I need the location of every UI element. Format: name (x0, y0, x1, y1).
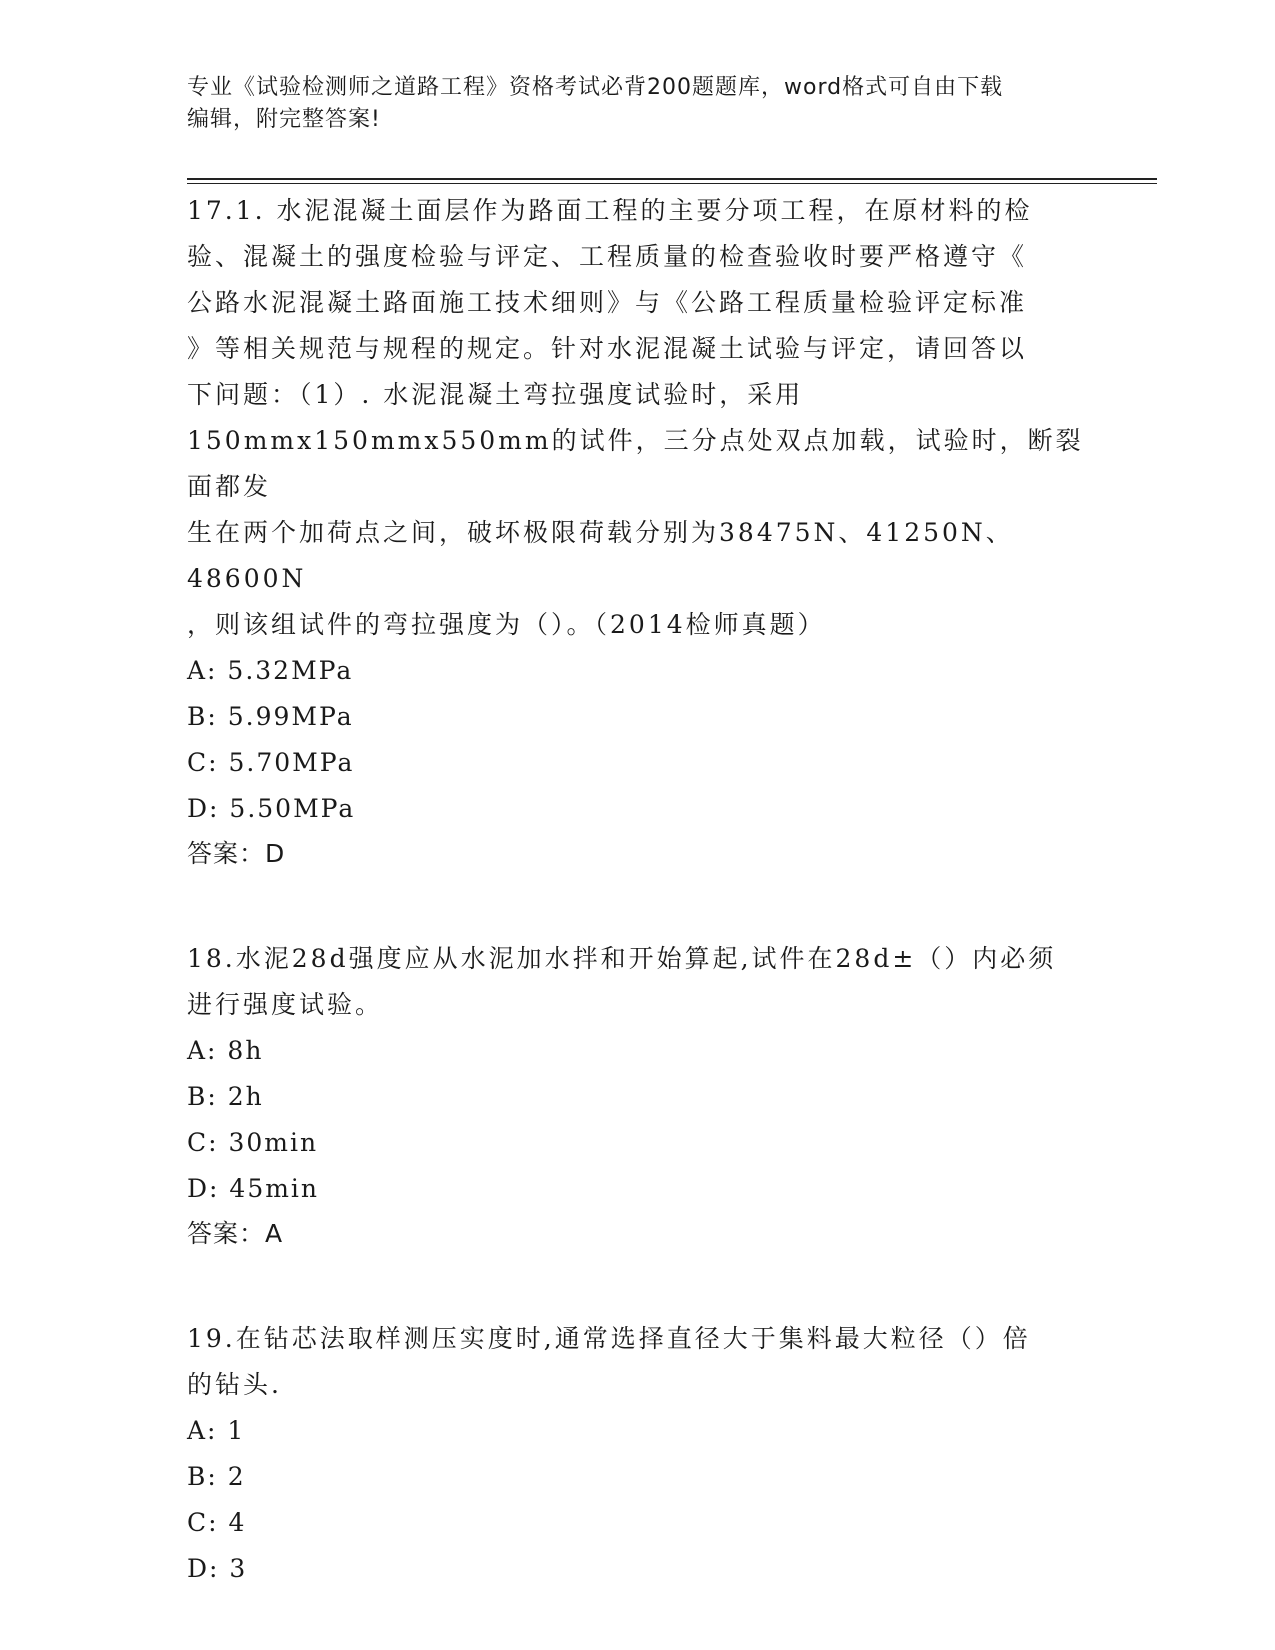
page-header (187, 72, 1087, 136)
option-b: B: 2h (187, 1082, 264, 1111)
header-line-1: 专业《试验检测师之道路工程》资格考试必背200题题库，word格式可自由下载 (187, 75, 1004, 100)
option-b: B: 2 (187, 1462, 246, 1491)
option-d: D: 45min (187, 1174, 320, 1203)
question-stem (187, 188, 1087, 648)
stem-line: 19.在钻芯法取样测压实度时,通常选择直径大于集料最大粒径（）倍 (187, 1324, 1031, 1353)
stem-line: 下问题：（1）. 水泥混凝土弯拉强度试验时，采用 (187, 380, 804, 409)
option-c: C: 4 (187, 1508, 247, 1537)
question-stem (187, 1316, 1087, 1408)
option-a: A: 8h (187, 1036, 264, 1065)
option-b: B: 5.99MPa (187, 702, 354, 731)
option-c: C: 5.70MPa (187, 748, 355, 777)
answer-line: 答案：D (187, 839, 286, 868)
stem-line: 生在两个加荷点之间，破坏极限荷载分别为38475N、41250N、48600N (187, 518, 1014, 593)
header-divider (187, 178, 1157, 184)
question-19 (187, 1316, 1087, 1592)
option-d: D: 5.50MPa (187, 794, 356, 823)
stem-line: 150mmx150mmx550mm的试件，三分点处双点加载，试验时，断裂面都发 (187, 426, 1084, 501)
stem-line: ，则该组试件的弯拉强度为（）。（2014检师真题） (187, 610, 826, 639)
stem-line: 18.水泥28d强度应从水泥加水拌和开始算起,试件在28d±（）内必须 (187, 944, 1057, 973)
option-a: A: 1 (187, 1416, 246, 1445)
option-c: C: 30min (187, 1128, 319, 1157)
stem-line: 验、混凝土的强度检验与评定、工程质量的检查验收时要严格遵守《 (187, 242, 1028, 271)
answer-line: 答案：A (187, 1219, 284, 1248)
stem-line: 17.1. 水泥混凝土面层作为路面工程的主要分项工程，在原材料的检 (187, 196, 1033, 225)
stem-line: 》等相关规范与规程的规定。针对水泥混凝土试验与评定，请回答以 (187, 334, 1028, 363)
question-list (187, 188, 1087, 1592)
question-17 (187, 188, 1087, 876)
stem-line: 的钻头. (187, 1370, 282, 1399)
option-a: A: 5.32MPa (187, 656, 354, 685)
stem-line: 进行强度试验。 (187, 990, 384, 1019)
question-stem (187, 936, 1087, 1028)
stem-line: 公路水泥混凝土路面施工技术细则》与《公路工程质量检验评定标准 (187, 288, 1028, 317)
option-d: D: 3 (187, 1554, 248, 1583)
header-line-2: 编辑，附完整答案! (187, 107, 381, 132)
question-18 (187, 936, 1087, 1256)
